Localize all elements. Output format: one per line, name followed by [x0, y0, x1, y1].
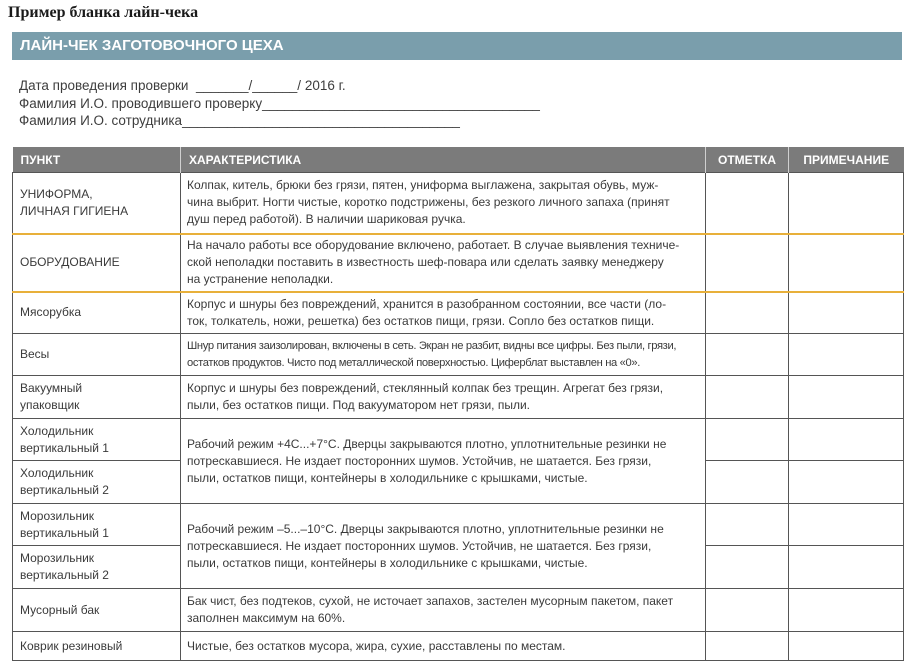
- date-field[interactable]: Дата проведения проверки _______/______/ 2016 г.: [19, 78, 346, 93]
- description-cell: Бак чист, без подтеков, сухой, не источает запахов, застелен мусорным пакетом, пакет заполнен максимум на 60%.: [181, 589, 706, 632]
- item-cell: Морозильник вертикальный 1: [13, 504, 181, 546]
- item-cell: УНИФОРМА, ЛИЧНАЯ ГИГИЕНА: [13, 173, 181, 234]
- checklist-table: [12, 147, 904, 661]
- header-description: ХАРАКТЕРИСТИКА: [181, 147, 706, 173]
- mark-cell[interactable]: [706, 504, 789, 546]
- description-cell: На начало работы все оборудование включено, работает. В случае выявления техниче- ской неполадки поставить в известность шеф-повара или сделать заявку менеджеру на устранение неполадки.: [181, 234, 706, 292]
- mark-cell[interactable]: [706, 173, 789, 234]
- note-cell[interactable]: [789, 461, 904, 504]
- header-item: ПУНКТ: [13, 147, 181, 173]
- checklist-title-banner: ЛАЙН-ЧЕК ЗАГОТОВОЧНОГО ЦЕХА: [12, 32, 902, 60]
- table-row: [13, 334, 904, 376]
- description-cell: Рабочий режим +4С...+7°С. Дверцы закрываются плотно, уплотнительные резинки не потрескавшиеся. Не издает посторонних шумов. Устойчив, не шатается. Без грязи, пыли, остатков пищи, контейнеры в холодильнике с крышками, чистые.: [181, 419, 706, 504]
- table-row: [13, 504, 904, 546]
- table-row: [13, 234, 904, 292]
- note-cell[interactable]: [789, 173, 904, 234]
- employee-name-field[interactable]: Фамилия И.О. сотрудника_____________________________________: [19, 113, 460, 128]
- item-cell: Вакуумный упаковщик: [13, 376, 181, 419]
- note-cell[interactable]: [789, 234, 904, 292]
- item-cell: Коврик резиновый: [13, 632, 181, 661]
- header-mark: ОТМЕТКА: [706, 147, 789, 173]
- description-cell: Корпус и шнуры без повреждений, хранится в разобранном состоянии, все части (ло- ток, толкатель, ножи, решетка) без остатков пищи, грязи. Сопло без остатков пищи.: [181, 292, 706, 334]
- item-cell: Холодильник вертикальный 1: [13, 419, 181, 461]
- table-row: [13, 419, 904, 461]
- table-row: [13, 632, 904, 661]
- table-header-row: [13, 147, 904, 173]
- description-cell: Рабочий режим –5...–10°С. Дверцы закрываются плотно, уплотнительные резинки не потрескавшиеся. Не издает посторонних шумов. Устойчив, не шатается. Без грязи, пыли, остатков пищи, контейнеры в холодильнике с крышками, чистые.: [181, 504, 706, 589]
- mark-cell[interactable]: [706, 234, 789, 292]
- table-row: [13, 292, 904, 334]
- description-cell: Шнур питания заизолирован, включены в сеть. Экран не разбит, видны все цифры. Без пыли, грязи, остатков продуктов. Чисто под металлической поверхностью. Циферблат выставлен на «0».: [181, 334, 706, 376]
- note-cell[interactable]: [789, 589, 904, 632]
- description-cell: Корпус и шнуры без повреждений, стеклянный колпак без трещин. Агрегат без грязи, пыли, без остатков пищи. Под вакууматором нет грязи, пыли.: [181, 376, 706, 419]
- mark-cell[interactable]: [706, 334, 789, 376]
- note-cell[interactable]: [789, 376, 904, 419]
- note-cell[interactable]: [789, 292, 904, 334]
- description-cell: Чистые, без остатков мусора, жира, сухие, расставлены по местам.: [181, 632, 706, 661]
- note-cell[interactable]: [789, 334, 904, 376]
- table-row: [13, 173, 904, 234]
- mark-cell[interactable]: [706, 461, 789, 504]
- form-fields: [19, 77, 540, 130]
- inspector-name-field[interactable]: Фамилия И.О. проводившего проверку_____________________________________: [19, 95, 540, 111]
- mark-cell[interactable]: [706, 632, 789, 661]
- description-cell: Колпак, китель, брюки без грязи, пятен, униформа выглажена, закрытая обувь, муж- чина выбрит. Ногти чистые, коротко подстрижены, без резкого личного запаха (принят душ перед работой). В наличии шариковая ручка.: [181, 173, 706, 234]
- mark-cell[interactable]: [706, 419, 789, 461]
- header-note: ПРИМЕЧАНИЕ: [789, 147, 904, 173]
- mark-cell[interactable]: [706, 589, 789, 632]
- table-row: [13, 589, 904, 632]
- item-cell: ОБОРУДОВАНИЕ: [13, 234, 181, 292]
- page-heading: Пример бланка лайн-чека: [8, 4, 199, 21]
- item-cell: Мусорный бак: [13, 589, 181, 632]
- table-row: [13, 376, 904, 419]
- note-cell[interactable]: [789, 632, 904, 661]
- item-cell: Мясорубка: [13, 292, 181, 334]
- item-cell: Холодильник вертикальный 2: [13, 461, 181, 504]
- mark-cell[interactable]: [706, 376, 789, 419]
- note-cell[interactable]: [789, 546, 904, 589]
- note-cell[interactable]: [789, 504, 904, 546]
- mark-cell[interactable]: [706, 546, 789, 589]
- mark-cell[interactable]: [706, 292, 789, 334]
- note-cell[interactable]: [789, 419, 904, 461]
- item-cell: Морозильник вертикальный 2: [13, 546, 181, 589]
- item-cell: Весы: [13, 334, 181, 376]
